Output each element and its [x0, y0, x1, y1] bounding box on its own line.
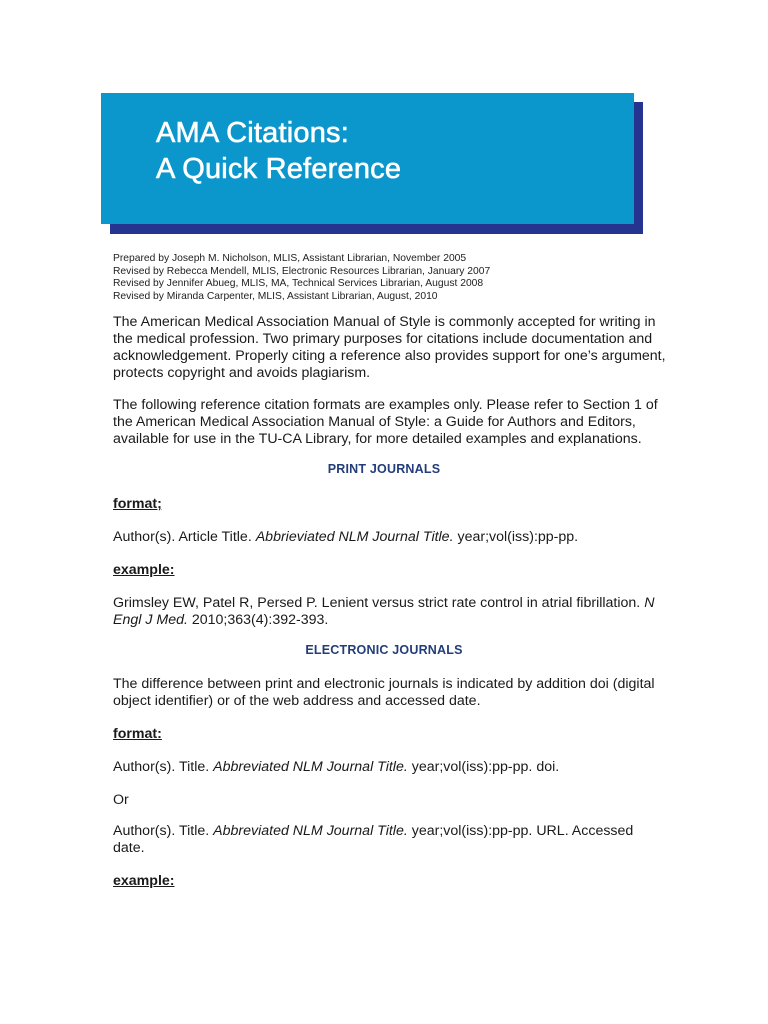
electronic-format2-line2: date. [113, 840, 145, 856]
note-line: The following reference citation formats are examples only. Please refer to Section 1 of [113, 397, 658, 413]
intro-line: protects copyright and avoids plagiarism. [113, 365, 371, 381]
electronic-format2-journal: Abbreviated NLM Journal Title. [213, 823, 408, 839]
credit-line: Prepared by Joseph M. Nicholson, MLIS, Assistant Librarian, November 2005 [113, 253, 467, 264]
print-example-details: 2010;363(4):392-393. [187, 612, 329, 628]
print-example-journal-part: N [644, 595, 655, 611]
print-example-citation [113, 595, 654, 629]
electronic-format2-text: Author(s). Title. [113, 823, 214, 839]
print-example-journal: Engl J Med. [113, 612, 188, 628]
revision-credits [113, 253, 490, 303]
intro-line: the medical profession. Two primary purposes for citations include documentation and [113, 331, 653, 347]
electronic-format-journal: Abbreviated NLM Journal Title. [213, 759, 408, 775]
electronic-example-label: example: [113, 873, 175, 889]
credit-line: Revised by Jennifer Abueg, MLIS, MA, Technical Services Librarian, August 2008 [113, 278, 484, 290]
electronic-format-template-url [113, 823, 633, 857]
electronic-format-text: Author(s). Title. [113, 759, 214, 775]
print-example-text: Grimsley EW, Patel R, Persed P. Lenient versus strict rate control in atrial fibrillation. [113, 595, 645, 611]
or-separator: Or [113, 792, 129, 808]
intro-line: The American Medical Association Manual of Style is commonly accepted for writing in [113, 314, 656, 330]
electronic-format-template-doi [113, 759, 559, 776]
intro-paragraph [113, 314, 666, 382]
print-journals-heading: PRINT JOURNALS [327, 462, 441, 476]
title-banner [101, 93, 634, 224]
note-line: available for use in the TU-CA Library, for more detailed examples and explanations. [113, 431, 642, 447]
electronic-format-label: format: [113, 726, 162, 742]
print-format-text: Author(s). Article Title. [113, 529, 256, 545]
credit-line: Revised by Miranda Carpenter, MLIS, Assistant Librarian, August, 2010 [113, 290, 438, 302]
document-title-line-1: AMA Citations: [156, 117, 349, 149]
electronic-description [113, 676, 655, 710]
intro-line: acknowledgement. Properly citing a reference also provides support for one’s argument, [113, 348, 666, 364]
electronic-description-line: The difference between print and electronic journals is indicated by addition doi (digital [113, 676, 655, 692]
electronic-format-details: year;vol(iss):pp-pp. doi. [407, 759, 560, 775]
print-format-details: year;vol(iss):pp-pp. [453, 529, 579, 545]
electronic-journals-heading: ELECTRONIC JOURNALS [305, 643, 463, 657]
print-format-label: format; [113, 496, 162, 512]
print-format-template [113, 529, 578, 546]
print-example-label: example: [113, 562, 175, 578]
electronic-description-line: object identifier) or of the web address and accessed date. [113, 693, 481, 709]
document-title-line-2: A Quick Reference [156, 153, 402, 185]
credit-line: Revised by Rebecca Mendell, MLIS, Electronic Resources Librarian, January 2007 [113, 265, 491, 277]
print-format-journal: Abbrieviated NLM Journal Title. [255, 529, 454, 545]
note-line: the American Medical Association Manual of Style: a Guide for Authors and Editors, [113, 414, 636, 430]
electronic-format2-details: year;vol(iss):pp-pp. URL. Accessed [407, 823, 634, 839]
note-paragraph [113, 397, 658, 448]
